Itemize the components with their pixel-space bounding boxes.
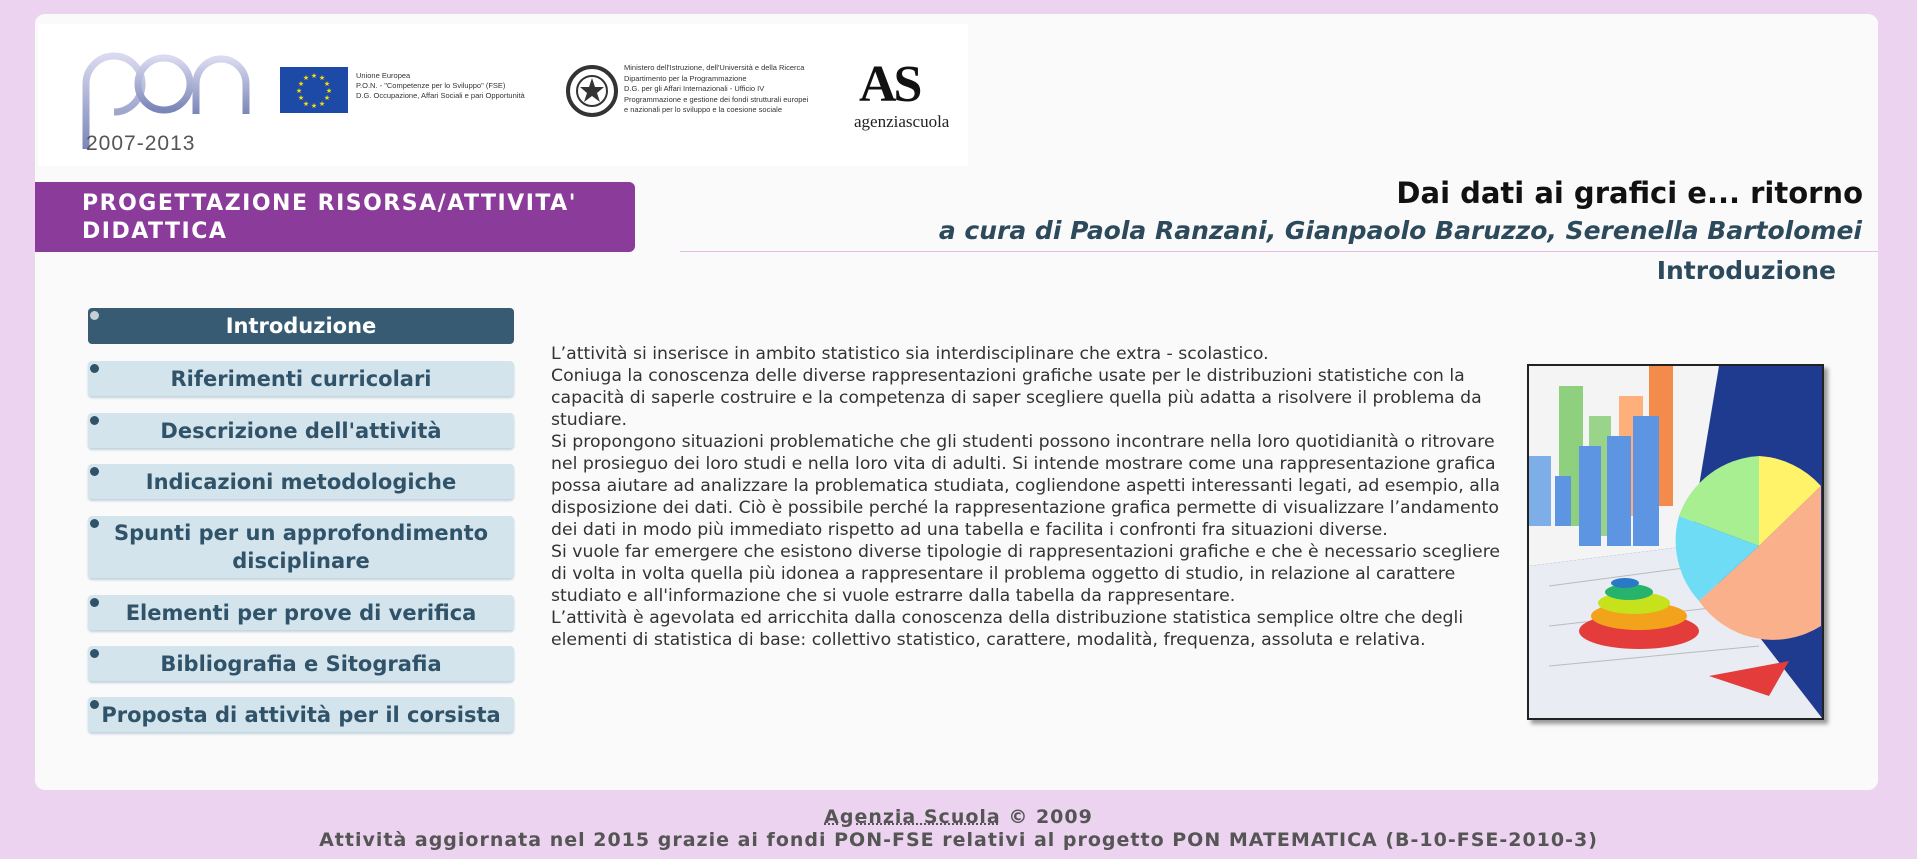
nav-item-indicazioni-metodologiche[interactable] [88,464,514,499]
bullet-icon [90,519,99,528]
svg-text:★: ★ [310,102,318,110]
nav-item-label: Riferimenti curricolari [170,366,432,391]
bullet-icon [90,598,99,607]
nav-item-label: Elementi per prove di verifica [125,600,477,625]
section-band [35,182,635,252]
nav-item-bibliografia[interactable] [88,646,514,681]
nav-item-label: Introduzione [225,314,377,338]
svg-text:★: ★ [323,94,331,102]
svg-text:★: ★ [325,87,333,95]
nav-item-label: Descrizione dell'attività [160,418,442,443]
nav-item-spunti-approfondimento[interactable] [88,516,514,578]
svg-text:★: ★ [297,94,305,102]
nav-item-prove-verifica[interactable] [88,595,514,630]
svg-text:★: ★ [302,100,310,108]
svg-text:★: ★ [310,72,318,80]
agenziascuola-logo-mark: AS [859,56,920,113]
nav-item-proposta-attivita[interactable] [88,697,514,732]
pon-years: 2007-2013 [86,132,196,155]
paragraph: L’attività si inserisce in ambito statistico sia interdisciplinare che extra - scolastico. [551,344,1269,364]
nav-item-introduzione[interactable] [88,308,514,344]
nav-item-descrizione-attivita[interactable] [88,413,514,448]
ministry-caption: Ministero dell'Istruzione, dell'Università e della Ricerca Dipartimento per la Programmazione D.G. per gli Affari Internazionali - Ufficio IV Programmazione e gestione dei fondi strutturali europei e nazionali per lo sviluppo e la coesione sociale [624,63,809,114]
paragraph: Si vuole far emergere che esistono diverse tipologie di rappresentazioni grafiche e che è necessario scegliere di volta in volta quella più idonea a rappresentare il problema oggetto di studio, in relazione al carattere studiato e all'informazione che si vuole estrarre dalla tabella da rappresentare. [551,542,1501,606]
svg-text:★: ★ [302,74,310,82]
bullet-icon [90,700,99,709]
authors-line: a cura di Paola Ranzani, Gianpaolo Baruzzo, Serenella Bartolomei [938,216,1862,245]
header-logos [38,24,968,166]
svg-text:★: ★ [295,87,303,95]
band-title: PROGETTAZIONE RISORSA/ATTIVITA' DIDATTICA [82,191,577,244]
paragraph: L’attività è agevolata ed arricchita dalla conoscenza della distribuzione statistica semplice oltre che degli elementi di statistica di base: collettivo statistico, carattere, modalità, frequenza, assoluta e relativa. [551,608,1464,650]
page-title: Dai dati ai grafici e... ritorno [1396,176,1863,210]
nav-item-riferimenti-curricolari[interactable] [88,361,514,396]
bullet-icon [90,467,99,476]
eu-caption: Unione Europea P.O.N. - "Competenze per lo Sviluppo" (FSE) D.G. Occupazione, Affari Sociali e pari Opportunità [356,71,525,100]
footer-copyright [0,806,1917,828]
title-divider [680,251,1878,252]
nav-item-label: Indicazioni metodologiche [145,469,457,494]
italian-republic-seal-icon [565,64,619,118]
bullet-icon [90,364,99,373]
nav-item-label: Proposta di attività per il corsista [101,702,501,727]
intro-text [551,343,1511,651]
svg-text:★: ★ [318,74,326,82]
svg-text:★: ★ [318,100,326,108]
footer-note: Attività aggiornata nel 2015 grazie ai fondi PON-FSE relativi al progetto PON MATEMATICA (B-10-FSE-2010-3) [319,829,1598,851]
charts-illustration [1527,364,1824,720]
svg-text:★: ★ [323,80,331,88]
bullet-icon [90,311,99,320]
eu-flag-icon [280,67,348,113]
paragraph: Si propongono situazioni problematiche che gli studenti possono incontrare nella loro quotidianità o ritrovare nel prosieguo dei loro studi e nella loro vita di adulti. Si intende mostrare come una rappresentazione grafica possa aiutare ad analizzare la problematica studiata, cogliendone aspetti interessanti legati, ad esempio, alla disposizione dei dati. Ciò è possibile perché la rappresentazione grafica permette di visualizzare l’andamento dei dati in modo più immediato rispetto ad una tabella e facilita i confronti fra situazioni diverse. [551,432,1500,540]
bullet-icon [90,416,99,425]
nav-item-label: Bibliografia e Sitografia [160,651,442,676]
copyright-text: © 2009 [1000,806,1093,828]
svg-text:★: ★ [297,80,305,88]
section-heading: Introduzione [1656,256,1836,285]
bullet-icon [90,649,99,658]
nav-item-label: Spunti per un approfondimento disciplinare [113,521,489,573]
paragraph: Coniuga la conoscenza delle diverse rappresentazioni grafiche usate per le distribuzioni statistiche con la capacità di saperle costruire e la competenza di saper scegliere quella più adatta a risolvere il problema da studiare. [551,366,1482,430]
agenziascuola-logo-word: agenziascuola [854,112,950,131]
agenzia-scuola-link[interactable]: Agenzia Scuola [824,806,1001,828]
